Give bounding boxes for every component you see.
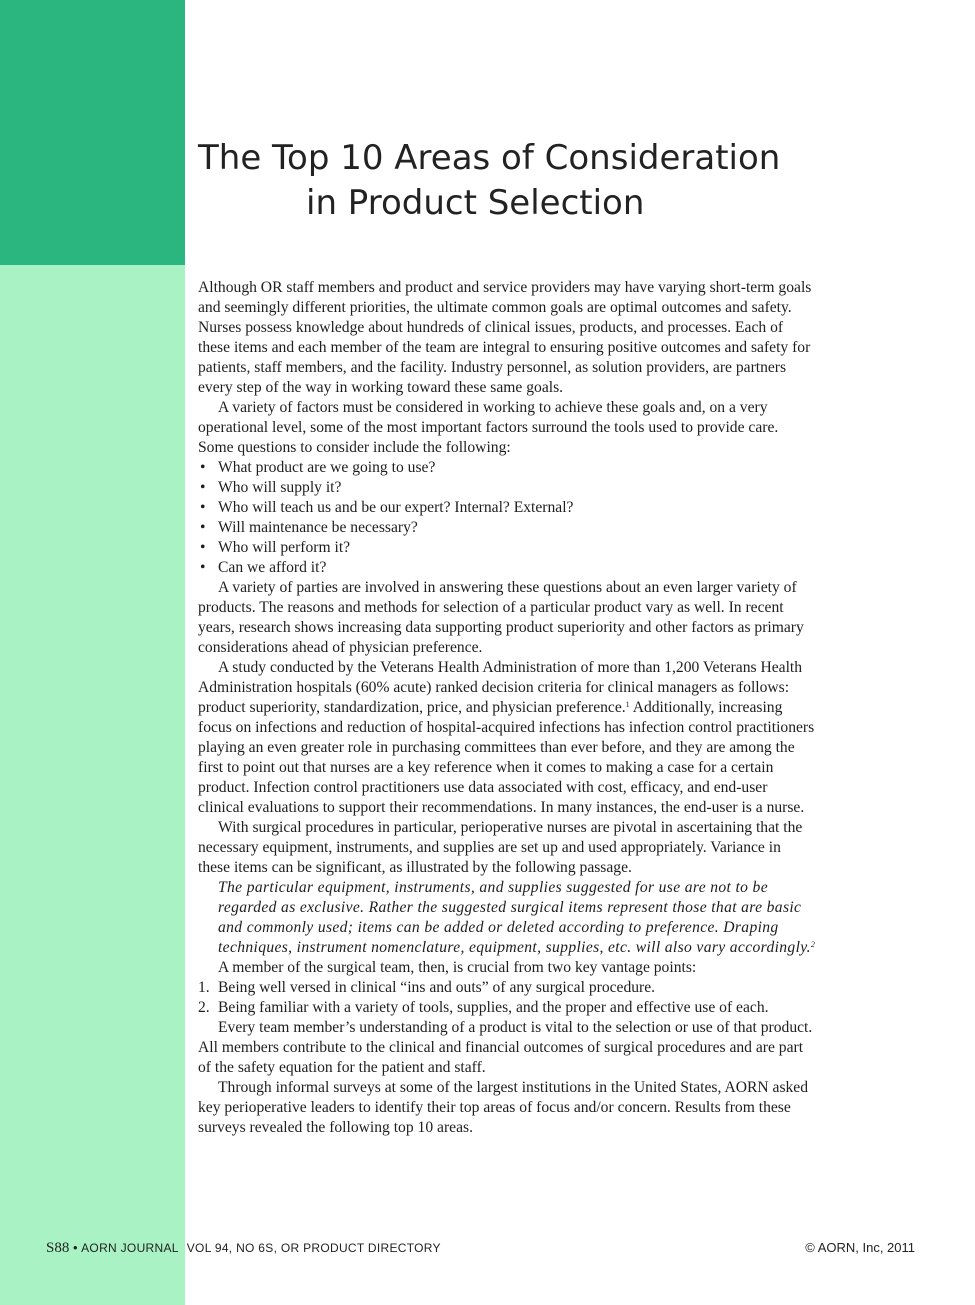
paragraph-surgical: With surgical procedures in particular, perioperative nurses are pivotal in ascertaining that the necessary equipment, instruments, and supplies are set up and used appropriately. Variance in these items can be significant, as illustrated by the following passage.: [198, 819, 803, 876]
sidebar-light-block: [0, 265, 185, 1305]
list-item: • Will maintenance be necessary?: [198, 518, 816, 538]
list-item: [198, 998, 816, 1018]
paragraph-surveys: Through informal surveys at some of the largest institutions in the United States, AORN asked key perioperative leaders to identify their top areas of focus and/or concern. Results from these surveys revealed the following top 10 areas.: [198, 1079, 809, 1136]
page-title: [198, 136, 818, 226]
paragraph-study: [198, 658, 816, 818]
paragraph-team: Every team member’s understanding of a product is vital to the selection or use of that product. All members contribute to the clinical and financial outcomes of surgical procedures and are part of the safety equation for the patient and staff.: [198, 1019, 813, 1076]
journal-name: AORN JOURNAL: [81, 1241, 179, 1255]
paragraph-parties: A variety of parties are involved in answering these questions about an even larger variety of products. The reasons and methods for selection of a particular product vary as well. In recent years, research shows increasing data supporting product superiority and other factors as primary considerations ahead of physician preference.: [198, 579, 804, 656]
article-body: [198, 278, 816, 1138]
footnote-ref-2: 2: [810, 940, 816, 949]
list-item: • Who will teach us and be our expert? Internal? External?: [198, 498, 816, 518]
copyright: © AORN, Inc, 2011: [805, 1240, 915, 1255]
quote-text: The particular equipment, instruments, and supplies suggested for use are not to be regarded as exclusive. Rather the suggested surgical items represent those that are basic and commonly used; items can be added or deleted according to preference. Draping techniques, instrument nomenclature, equipment, supplies, etc. will also vary accordingly.: [218, 879, 811, 956]
list-text: Being well versed in clinical “ins and outs” of any surgical procedure.: [218, 979, 656, 996]
list-number: 2.: [198, 999, 210, 1016]
title-line-2: in Product Selection: [306, 183, 645, 223]
sidebar-dark-block: [0, 0, 185, 265]
footer-separator: •: [69, 1240, 82, 1255]
page-number: S88: [46, 1240, 70, 1256]
paragraph-intro: Although OR staff members and product and service providers may have varying short-term goals and seemingly different priorities, the ultimate common goals are optimal outcomes and safety. Nurses possess knowledge about hundreds of clinical issues, products, and processes. Each of these items and each member of the team are integral to ensuring positive outcomes and safety for patients, staff members, and the facility. Industry personnel, as solution providers, are partners every step of the way in working toward these same goals.: [198, 279, 812, 396]
paragraph-factors: A variety of factors must be considered in working to achieve these goals and, on a very operational level, some of the most important factors surround the tools used to provide care. Some questions to consider include the following:: [198, 399, 779, 456]
vantage-list: [198, 978, 816, 1018]
title-line-1: The Top 10 Areas of Consideration: [198, 138, 781, 178]
list-item: • What product are we going to use?: [198, 458, 816, 478]
volume-info: VOL 94, NO 6S, OR PRODUCT DIRECTORY: [186, 1241, 441, 1255]
list-text: Being familiar with a variety of tools, supplies, and the proper and effective use of each.: [218, 999, 769, 1016]
list-number: 1.: [198, 979, 210, 996]
study-text-cont: Additionally, increasing focus on infections and reduction of hospital-acquired infections has infection control practitioners playing an even greater role in purchasing committees than ever before, and they are among the first to point out that nurses are a key reference when it comes to making a case for a certain product. Infection control practitioners use data associated with cost, efficacy, and end-user clinical evaluations to support their recommendations. In many instances, the end-user is a nurse.: [198, 699, 815, 816]
list-item: [198, 978, 816, 998]
list-item: • Who will perform it?: [198, 538, 816, 558]
footnote-ref-1: 1: [625, 700, 630, 709]
paragraph-vantage: A member of the surgical team, then, is crucial from two key vantage points:: [218, 959, 697, 976]
question-list: [198, 458, 816, 578]
list-item: • Can we afford it?: [198, 558, 816, 578]
study-text: A study conducted by the Veterans Health Administration of more than 1,200 Veterans Health Administration hospitals (60% acute) ranked decision criteria for clinical managers as follows: product superiority, standardization, price, and physician preference.: [198, 659, 803, 716]
footer-left: [46, 1240, 441, 1257]
block-quote: [198, 878, 816, 958]
list-item: • Who will supply it?: [198, 478, 816, 498]
